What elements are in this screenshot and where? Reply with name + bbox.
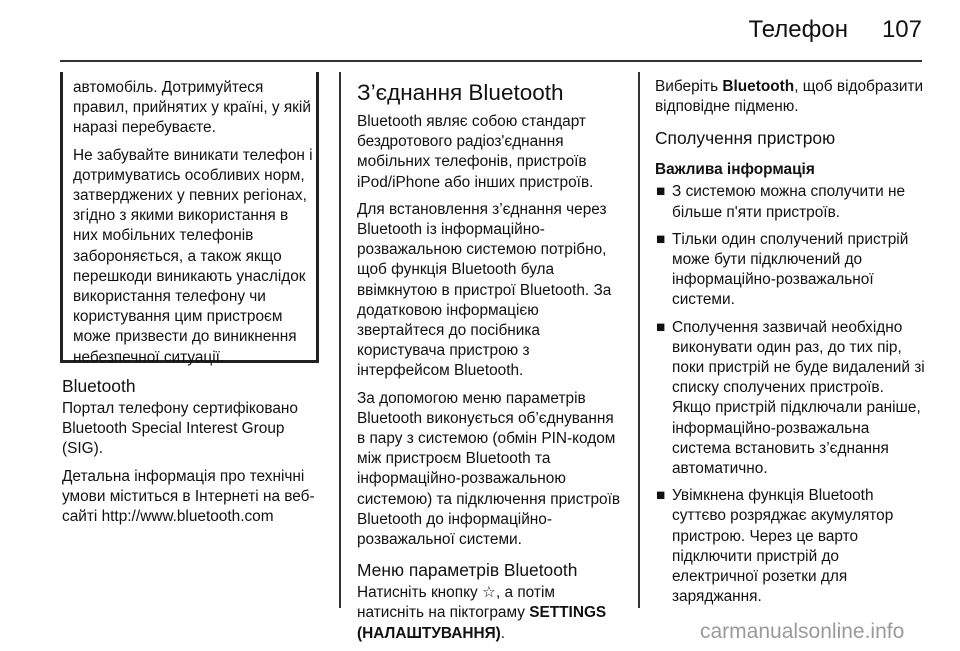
device-pairing-heading: Сполучення пристрою (655, 128, 836, 149)
page-number: 107 (881, 16, 922, 43)
body-paragraph: Для встановлення з’єднання через Bluetooth із інформаційно-розважальною системою потрібно, щоб функція Bluetooth була ввімкнутою в пристрої Bluetooth. За додатковою інформацією звертайтеся до посібника користувача пристрою з інтерфейсом Bluetooth. (357, 200, 612, 380)
bullet-square-icon: ■ (656, 318, 666, 336)
bluetooth-label: Bluetooth (722, 78, 795, 95)
page-title: Телефон (748, 16, 848, 43)
bullet-square-icon: ■ (656, 183, 666, 201)
bluetooth-heading: Bluetooth (62, 376, 136, 396)
favourite-star-icon: ☆ (482, 584, 496, 602)
bluetooth-paragraph: Портал телефону сертифіковано Bluetooth Special Interest Group (SIG). (62, 400, 298, 458)
header-rule (60, 60, 922, 62)
warning-paragraph: автомобіль. Дотримуйтеся правил, прийнятих у країні, у якій наразі перебуваєте. (73, 79, 311, 137)
warning-paragraph: Не забувайте виникати телефон і дотримуватись особливих норм, затверджених у певних регіонах, згідно з якими використання в них мобільних телефонів забороняється, а також якщо перешкоди виникають унаслідок використання телефону чи користування цим пристроєм може призвести до виникнення небезпечної ситуації. (73, 146, 313, 366)
list-item: ■ Увімкнена функція Bluetooth суттєво розряджає акумулятор пристрою. Через це варто підключити пристрій до електричної розетки для заряджання. (656, 487, 894, 606)
settings-menu-paragraph: Натисніть кнопку ☆, а потім натисніть на піктограму SETTINGS (НАЛАШТУВАННЯ). (357, 584, 607, 642)
body-paragraph: Bluetooth являє собою стандарт бездротового радіоз'єднання мобільних телефонів, пристроїв iPod/iPhone або інших пристроїв. (357, 113, 594, 191)
pairing-notes-list (655, 182, 927, 607)
warning-box (60, 72, 319, 366)
column-1 (62, 376, 324, 534)
intro-paragraph: Виберіть Bluetooth, щоб відобразити відповідне підменю. (655, 78, 924, 116)
bullet-square-icon: ■ (656, 487, 666, 505)
list-item: ■ Сполучення зазвичай необхідно виконувати один раз, до тих пір, поки пристрій не буде видалений зі списку сполучених пристроїв. Якщо пристрій підключали раніше, інформаційно-розважальна система встановить з’єднання автоматично. (656, 318, 925, 478)
settings-label: SETTINGS (НАЛАШТУВАННЯ) (357, 604, 607, 642)
list-item: ■ Тільки один сполучений пристрій може бути підключений до інформаційно-розважальної системи. (656, 230, 909, 309)
important-info-heading: Важлива інформація (655, 161, 815, 179)
body-paragraph: За допомогою меню параметрів Bluetooth виконується об’єднування в пару з системою (обмін PIN-кодом між пристроєм Bluetooth та інформаційно-розважальною системою) та підключення пристроїв Bluetooth до інформаційно-розважальної системи. (357, 389, 621, 549)
column-divider (339, 72, 341, 608)
list-item: ■ З системою можна сполучити не більше п'яти пристроїв. (656, 183, 906, 221)
bluetooth-paragraph: Детальна інформація про технічні умови міститься в Інтернеті на веб-сайті http://www.bluetooth.com (62, 467, 315, 526)
bluetooth-connection-heading: З’єднання Bluetooth (357, 80, 564, 105)
watermark: carmanualsonline.info (700, 620, 905, 643)
column-3 (655, 77, 927, 614)
settings-menu-heading: Меню параметрів Bluetooth (357, 560, 578, 581)
column-divider (638, 72, 640, 608)
column-2 (357, 80, 625, 651)
bullet-square-icon: ■ (656, 230, 666, 248)
